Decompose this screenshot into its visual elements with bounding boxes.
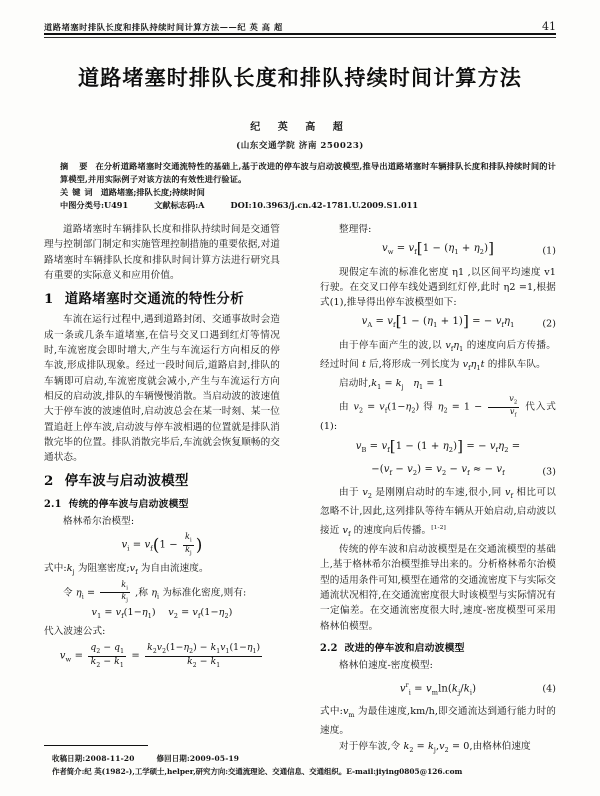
abstract-text: 在分析道路堵塞时交通流特性的基础上,基于改进的停车波与启动波模型,推导出道路堵塞时车辆排队长度和排队持续时间的计算模型,并用实际例子对该方法的有效性进行验证。 — [60, 161, 556, 185]
greenberg-where: 式中$:v_m$ 为最佳速度,km/h,即交通流达到通行能力时的速度。 — [320, 706, 556, 737]
section-1-heading — [44, 292, 280, 307]
equation-1 — [320, 241, 556, 260]
article-authors: 纪 英 高 超 — [250, 122, 350, 133]
equation-wave-speed — [44, 643, 280, 669]
header-rule-thin — [44, 37, 556, 38]
section-21-title: 传统的停车波与启动波模型 — [68, 498, 189, 510]
page-number: 41 — [542, 20, 556, 33]
abstract-row — [60, 160, 556, 186]
tidy-line: 整理得: — [339, 224, 372, 235]
equation-2-body: $v_A = v_f[1 - (\eta_1 + 1)]$ = − $v_f\eta_1$ — [361, 312, 515, 331]
section-22-number: 2.2 — [320, 642, 338, 654]
equation-wave-speed-body: $v_w$ = $\frac{q_2 - q_1}{k_2 - k_1}$ = $\frac{k_2v_2(1-\eta_2) - k_1v_1(1-\eta_1)}{k_2 - k_1}$ — [59, 642, 261, 669]
footnote-rule — [44, 745, 148, 746]
clc-label: 中图分类号:U491 — [60, 200, 129, 211]
intro-paragraph: 道路堵塞时车辆排队长度和排队持续时间是交通管理与控制部门制定和实施管理控制措施的重要依据,对道路堵塞时车辆排队长度和排队时间计算方法进行研究具有重要的实际意义和应用价值。 — [44, 224, 280, 281]
equation-3-line-1 — [320, 436, 556, 458]
received-date: 收稿日期:2008-11-20 — [52, 754, 135, 763]
equation-3-line-2-body: $-(v_f - v_2) = v_2 - v_f$ ≈ − $v_f$ — [371, 463, 505, 477]
equation-1-body: $v_w = v_f[1 - (\eta_1 + \eta_2)]$ — [381, 239, 495, 258]
startup-line: 启动时$,k_1 = k_j$ $\eta_1 = 1$ — [339, 378, 444, 392]
equation-3-line-1-body: $v_B = v_f[1 - (1 + \eta_2)]$ = − $v_f\eta_2$ = — [355, 436, 521, 455]
doi-label: DOI:10.3963/j.cn.42-1781.U.2009.S1.011 — [230, 200, 419, 211]
keywords-label: 关键词 — [60, 187, 97, 198]
classification-row — [60, 200, 556, 211]
section-22-title: 改进的停车波和启动波模型 — [344, 642, 465, 654]
substitute-line: 代入波速公式: — [44, 625, 106, 637]
keywords-row — [60, 187, 556, 198]
footnote-bio: 作者简介:纪 英(1982-),工学硕士,helper,研究方向:交通流理论、交通信息、交通组织。E-mail:jiying0805@126.com — [52, 767, 463, 776]
section-2-heading — [44, 474, 280, 489]
equation-2-tag: (2) — [542, 318, 556, 330]
equation-greenshields-body: $v_i = v_f(1$ − $\frac{k_i}{k_j}$ ) — [121, 532, 203, 557]
greenshields-where: 式中$:k_j$ 为阻塞密度$;v_f$ 为自由流速度。 — [44, 563, 209, 577]
section-21-heading — [44, 497, 280, 512]
equation-4-tag: (4) — [542, 683, 556, 695]
equation-3-tag: (3) — [542, 465, 556, 477]
running-head-title: 道路堵塞时排队长度和排队持续时间计算方法——纪 英 高 超 — [44, 22, 283, 32]
propagation-paragraph: 由于停车面产生的波,以 $v_f\eta_1$ 的速度向后方传播。经过时间 t 后,将形成一列长度为 $v_f\eta_1t$ 的排队车队。 — [320, 339, 556, 372]
keywords-text: 道路堵塞;排队长度;持续时间 — [100, 187, 205, 198]
section-21-number: 2.1 — [44, 498, 62, 510]
section-1-number: 1 — [44, 291, 54, 308]
traditional-model-paragraph: 传统的停车波和启动波模型是在交通流模型的基础上,基于格林希尔治模型推导出来的。分析格林希尔治模型的适用条件可知,模型在通常的交通流密度下与实际交通流状况相符,在交通流密度很大时该模型与实际情况有一定偏差。在交通流密度很大时,速度-密度模型可采用格林伯模型。 — [320, 544, 556, 632]
equation-1-tag: (1) — [542, 245, 556, 257]
stop-wave-paragraph: 对于停车波,令 $k_2 = k_j,v_2 = 0$,由格林伯速度 — [339, 740, 531, 754]
section-2-title: 停车波与启动波模型 — [64, 473, 189, 490]
document-code-label: 文献标志码:A — [154, 200, 205, 211]
footnote-dates — [52, 752, 562, 765]
section-1-paragraph: 车流在运行过程中,遇到道路封闭、交通事故时会造成一条或几条车道堵塞,在信号交叉口遇到红灯等情况时,车流密度会即时增大,产生与车流运行方向相反的停车波,形成排队现象。经过一段时间后,道路启封,排队的车辆即可启动,车流密度就会减小,产生与车流运行方向相反的启动波,排队的车辆慢慢消散。当启动波的波速值大于停车波的波速值时,启动波总会在某一时刻、某一位置追赶上停车波,启动波与停车波相遇的位置就是排队消散完毕的位置。排队消散完毕后,车流就会恢复顺畅的交通状态。 — [44, 314, 280, 464]
abstract-label: 摘 要 — [60, 161, 92, 171]
article-affiliation: (山东交通学院 济南 250023) — [236, 141, 364, 151]
revised-date: 修回日期:2009-05-19 — [156, 754, 240, 763]
equation-4-body: $v^r_i = v_m\ln(k_j/k_i)$ — [399, 681, 477, 696]
left-column — [44, 222, 280, 673]
running-head — [44, 20, 556, 33]
negligible-paragraph: 由于 $v_2$ 是刚刚启动时的车速,很小,同 $v_f$ 相比可以忽略不计,因此,这列排队等待车辆从开始启动,启动波以接近 $v_f$ 的速度向后传播。[1-2] — [320, 487, 556, 538]
citation-ref: [1-2] — [431, 523, 446, 531]
equation-2 — [320, 314, 556, 333]
footnote-block — [52, 752, 562, 778]
derivation-line: 由 $v_2 = v_f(1-\eta_2)$ 得 $\eta_2 = 1$ − $\frac{v_2}{v_f}$ 代入式(1): — [320, 394, 556, 433]
right-column — [320, 222, 556, 758]
equation-4 — [320, 678, 556, 701]
section-2-number: 2 — [44, 473, 54, 490]
equation-v1-v2: $v_1 = v_f(1-\eta_1)$ $v_2 = v_f(1-\eta_2)$ — [91, 606, 233, 620]
section-1-title: 道路堵塞时交通流的特性分析 — [64, 291, 244, 308]
normalized-density-line: 令 $\eta_i$ = $\frac{k_i}{k_j}$ ,称 $\eta_i$ 为标准化密度,则有: — [63, 579, 247, 604]
article-title: 道路堵塞时排队长度和排队持续时间计算方法 — [78, 65, 522, 90]
equation-3-line-2 — [320, 462, 556, 481]
header-rule-thick — [44, 33, 556, 35]
equation-greenshields — [44, 533, 280, 557]
greenberg-intro: 格林伯速度-密度模型: — [339, 660, 433, 672]
greenshields-intro: 格林希尔治模型: — [63, 516, 135, 528]
section-22-heading — [320, 641, 556, 656]
assumption-paragraph: 现假定车流的标准化密度 η1 ,以区间平均速度 v1 行驶。在交叉口停车线处遇到红灯停,此时 η2 =1,根据式(1),推导得出停车波模型如下: — [320, 266, 556, 309]
abstract-block — [60, 160, 556, 211]
